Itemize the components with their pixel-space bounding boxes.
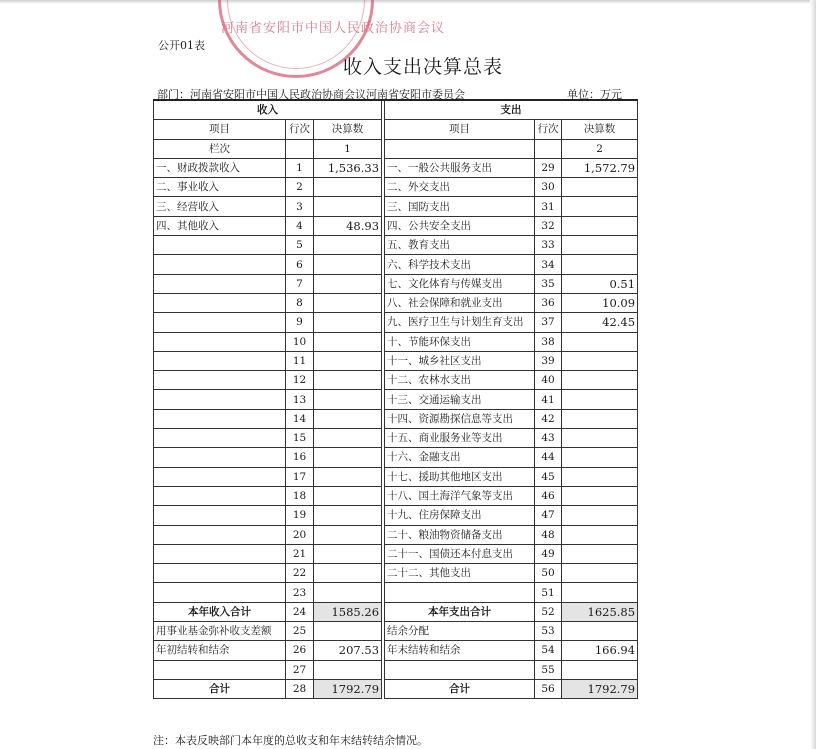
expense-item: 八、社会保障和就业支出 bbox=[385, 293, 535, 312]
table-row bbox=[154, 390, 638, 409]
expense-amount bbox=[562, 622, 638, 641]
expense-amount: 1792.79 bbox=[562, 679, 638, 698]
expense-item: 三、国防支出 bbox=[385, 197, 535, 216]
form-code: 公开01表 bbox=[158, 39, 205, 52]
income-item: 一、财政拨款收入 bbox=[154, 158, 286, 177]
expense-amount bbox=[562, 351, 638, 370]
income-item bbox=[154, 332, 286, 351]
expense-item: 十二、农林水支出 bbox=[385, 371, 535, 390]
table-row bbox=[154, 178, 638, 197]
expense-amount bbox=[562, 409, 638, 428]
expense-item: 七、文化体育与传媒支出 bbox=[385, 274, 535, 293]
income-item bbox=[154, 525, 286, 544]
income-amount bbox=[314, 486, 382, 505]
expense-item: 一、一般公共服务支出 bbox=[385, 158, 535, 177]
income-item bbox=[154, 274, 286, 293]
expense-row-no: 40 bbox=[535, 371, 562, 390]
table-row bbox=[154, 564, 638, 583]
income-amount bbox=[314, 293, 382, 312]
expense-amount bbox=[562, 486, 638, 505]
page-top-edge bbox=[0, 0, 816, 4]
income-row-no: 24 bbox=[286, 602, 314, 621]
table-row bbox=[154, 622, 638, 641]
section-header-row bbox=[154, 100, 638, 120]
income-item bbox=[154, 409, 286, 428]
income-item bbox=[154, 660, 286, 679]
expense-amount bbox=[562, 429, 638, 448]
expense-row-no: 31 bbox=[535, 197, 562, 216]
expense-amount bbox=[562, 236, 638, 255]
expense-row-no: 50 bbox=[535, 564, 562, 583]
income-item bbox=[154, 255, 286, 274]
expense-row-no: 54 bbox=[535, 641, 562, 660]
expense-row-no: 37 bbox=[535, 313, 562, 332]
income-amount bbox=[314, 448, 382, 467]
expense-amount: 0.51 bbox=[562, 274, 638, 293]
expense-row-no: 48 bbox=[535, 525, 562, 544]
income-row-no: 8 bbox=[286, 293, 314, 312]
expense-amount: 166.94 bbox=[562, 641, 638, 660]
expense-item: 本年支出合计 bbox=[385, 602, 535, 621]
income-row-no: 4 bbox=[286, 216, 314, 235]
expense-amount bbox=[562, 564, 638, 583]
income-row-no: 17 bbox=[286, 467, 314, 486]
expense-amount bbox=[562, 544, 638, 563]
expense-item: 十五、商业服务业等支出 bbox=[385, 429, 535, 448]
income-row-no: 26 bbox=[286, 641, 314, 660]
income-amount: 207.53 bbox=[314, 641, 382, 660]
expense-item: 十一、城乡社区支出 bbox=[385, 351, 535, 370]
document-title: 收入支出决算总表 bbox=[342, 56, 503, 78]
expense-item: 十三、交通运输支出 bbox=[385, 390, 535, 409]
table-row bbox=[154, 371, 638, 390]
expense-item: 十四、资源勘探信息等支出 bbox=[385, 409, 535, 428]
expense-row-no: 34 bbox=[535, 255, 562, 274]
income-row-no: 22 bbox=[286, 564, 314, 583]
expense-row-no: 55 bbox=[535, 660, 562, 679]
empty-cell bbox=[286, 139, 314, 158]
income-item bbox=[154, 293, 286, 312]
table-row bbox=[154, 293, 638, 312]
income-row-no: 27 bbox=[286, 660, 314, 679]
expense-row-no: 45 bbox=[535, 467, 562, 486]
income-item: 年初结转和结余 bbox=[154, 641, 286, 660]
income-amount bbox=[314, 274, 382, 293]
income-amount bbox=[314, 506, 382, 525]
income-row-no: 10 bbox=[286, 332, 314, 351]
income-item: 本年收入合计 bbox=[154, 602, 286, 621]
table-row bbox=[154, 506, 638, 525]
table-row bbox=[154, 544, 638, 563]
income-amount bbox=[314, 351, 382, 370]
total-row bbox=[154, 679, 638, 698]
income-amount bbox=[314, 313, 382, 332]
expense-row-no: 43 bbox=[535, 429, 562, 448]
income-expense-table bbox=[153, 99, 638, 699]
income-item bbox=[154, 467, 286, 486]
expense-item: 二、外交支出 bbox=[385, 178, 535, 197]
income-item: 四、其他收入 bbox=[154, 216, 286, 235]
income-amount: 1585.26 bbox=[314, 602, 382, 621]
expense-row-no: 33 bbox=[535, 236, 562, 255]
expense-item: 二十、粮油物资储备支出 bbox=[385, 525, 535, 544]
income-item: 二、事业收入 bbox=[154, 178, 286, 197]
expense-item: 四、公共安全支出 bbox=[385, 216, 535, 235]
expense-row-no: 38 bbox=[535, 332, 562, 351]
income-item: 三、经营收入 bbox=[154, 197, 286, 216]
income-amount bbox=[314, 429, 382, 448]
income-item bbox=[154, 583, 286, 602]
income-amount bbox=[314, 178, 382, 197]
table-row bbox=[154, 641, 638, 660]
income-amount-header: 决算数 bbox=[314, 120, 382, 139]
expense-amount bbox=[562, 583, 638, 602]
income-item bbox=[154, 564, 286, 583]
income-row-no: 16 bbox=[286, 448, 314, 467]
expense-amount: 1625.85 bbox=[562, 602, 638, 621]
expense-amount bbox=[562, 178, 638, 197]
income-amount bbox=[314, 371, 382, 390]
income-item bbox=[154, 506, 286, 525]
income-amount bbox=[314, 622, 382, 641]
income-amount bbox=[314, 660, 382, 679]
income-row-no: 15 bbox=[286, 429, 314, 448]
income-row-no: 5 bbox=[286, 236, 314, 255]
table-row bbox=[154, 467, 638, 486]
page-right-edge bbox=[810, 0, 816, 749]
income-item-header: 项目 bbox=[154, 120, 286, 139]
expense-amount bbox=[562, 448, 638, 467]
table-row bbox=[154, 255, 638, 274]
footnote: 注：本表反映部门本年度的总收支和年末结转结余情况。 bbox=[153, 734, 428, 747]
expense-item bbox=[385, 660, 535, 679]
expense-amount: 1,572.79 bbox=[562, 158, 638, 177]
table-row bbox=[154, 197, 638, 216]
expense-item: 合计 bbox=[385, 679, 535, 698]
income-item bbox=[154, 429, 286, 448]
expense-row-no: 29 bbox=[535, 158, 562, 177]
expense-item: 十六、金融支出 bbox=[385, 448, 535, 467]
income-row-no: 14 bbox=[286, 409, 314, 428]
expense-item: 九、医疗卫生与计划生育支出 bbox=[385, 313, 535, 332]
table-row bbox=[154, 236, 638, 255]
expense-amount bbox=[562, 332, 638, 351]
expense-amount: 42.45 bbox=[562, 313, 638, 332]
income-amount bbox=[314, 409, 382, 428]
income-row-no: 19 bbox=[286, 506, 314, 525]
empty-cell bbox=[535, 139, 562, 158]
unit-label: 单位：万元 bbox=[567, 88, 622, 101]
seal-text: 河南省安阳市中国人民政治协商会议 bbox=[221, 21, 446, 36]
expense-amount bbox=[562, 255, 638, 274]
income-row-no: 13 bbox=[286, 390, 314, 409]
table-row bbox=[154, 429, 638, 448]
table-row bbox=[154, 216, 638, 235]
income-amount bbox=[314, 467, 382, 486]
income-item bbox=[154, 390, 286, 409]
income-item bbox=[154, 371, 286, 390]
expense-amount bbox=[562, 216, 638, 235]
income-row-no: 12 bbox=[286, 371, 314, 390]
expense-amount bbox=[562, 506, 638, 525]
empty-cell bbox=[385, 139, 535, 158]
expense-section-header: 支出 bbox=[385, 100, 638, 120]
expense-amount bbox=[562, 525, 638, 544]
income-row-no: 9 bbox=[286, 313, 314, 332]
income-item: 用事业基金弥补收支差额 bbox=[154, 622, 286, 641]
expense-row-no: 42 bbox=[535, 409, 562, 428]
expense-item: 十八、国土海洋气象等支出 bbox=[385, 486, 535, 505]
income-column-index: 1 bbox=[314, 139, 382, 158]
income-amount bbox=[314, 390, 382, 409]
expense-item: 五、教育支出 bbox=[385, 236, 535, 255]
expense-item: 十九、住房保障支出 bbox=[385, 506, 535, 525]
expense-row-no: 41 bbox=[535, 390, 562, 409]
expense-amount bbox=[562, 467, 638, 486]
income-item bbox=[154, 544, 286, 563]
expense-row-no: 39 bbox=[535, 351, 562, 370]
table-row bbox=[154, 332, 638, 351]
expense-amount bbox=[562, 371, 638, 390]
income-row-no: 23 bbox=[286, 583, 314, 602]
expense-row-no: 44 bbox=[535, 448, 562, 467]
income-row-no: 18 bbox=[286, 486, 314, 505]
expense-row-no: 32 bbox=[535, 216, 562, 235]
expense-row-no: 51 bbox=[535, 583, 562, 602]
table-row bbox=[154, 158, 638, 177]
income-amount bbox=[314, 332, 382, 351]
column-index-row bbox=[154, 139, 638, 158]
department-label: 部门：河南省安阳市中国人民政治协商会议河南省安阳市委员会 bbox=[157, 88, 465, 101]
expense-item: 年末结转和结余 bbox=[385, 641, 535, 660]
table-row bbox=[154, 525, 638, 544]
income-row-no: 21 bbox=[286, 544, 314, 563]
subtotal-row bbox=[154, 602, 638, 621]
income-row-no: 2 bbox=[286, 178, 314, 197]
expense-row-no: 47 bbox=[535, 506, 562, 525]
expense-item bbox=[385, 583, 535, 602]
expense-item: 十、节能环保支出 bbox=[385, 332, 535, 351]
income-row-no: 25 bbox=[286, 622, 314, 641]
expense-item-header: 项目 bbox=[385, 120, 535, 139]
income-amount bbox=[314, 583, 382, 602]
income-item bbox=[154, 236, 286, 255]
column-header-row bbox=[154, 120, 638, 139]
income-row-no: 3 bbox=[286, 197, 314, 216]
table-row bbox=[154, 486, 638, 505]
expense-row-no: 52 bbox=[535, 602, 562, 621]
income-amount bbox=[314, 197, 382, 216]
expense-row-no: 46 bbox=[535, 486, 562, 505]
expense-row-no: 49 bbox=[535, 544, 562, 563]
column-label: 栏次 bbox=[154, 139, 286, 158]
income-item bbox=[154, 486, 286, 505]
income-amount bbox=[314, 525, 382, 544]
expense-amount bbox=[562, 660, 638, 679]
income-item bbox=[154, 448, 286, 467]
income-amount bbox=[314, 255, 382, 274]
income-row-no-header: 行次 bbox=[286, 120, 314, 139]
table-row bbox=[154, 409, 638, 428]
table-row bbox=[154, 448, 638, 467]
income-row-no: 20 bbox=[286, 525, 314, 544]
income-amount bbox=[314, 564, 382, 583]
income-item bbox=[154, 351, 286, 370]
expense-item: 六、科学技术支出 bbox=[385, 255, 535, 274]
income-row-no: 28 bbox=[286, 679, 314, 698]
income-item bbox=[154, 313, 286, 332]
expense-column-index: 2 bbox=[562, 139, 638, 158]
income-amount: 48.93 bbox=[314, 216, 382, 235]
table-row bbox=[154, 351, 638, 370]
expense-item: 结余分配 bbox=[385, 622, 535, 641]
income-row-no: 6 bbox=[286, 255, 314, 274]
income-section-header: 收入 bbox=[154, 100, 382, 120]
expense-amount bbox=[562, 390, 638, 409]
table-row bbox=[154, 660, 638, 679]
expense-row-no: 35 bbox=[535, 274, 562, 293]
expense-item: 二十一、国债还本付息支出 bbox=[385, 544, 535, 563]
expense-row-no-header: 行次 bbox=[535, 120, 562, 139]
income-row-no: 11 bbox=[286, 351, 314, 370]
income-item: 合计 bbox=[154, 679, 286, 698]
income-row-no: 7 bbox=[286, 274, 314, 293]
expense-amount-header: 决算数 bbox=[562, 120, 638, 139]
income-amount: 1,536.33 bbox=[314, 158, 382, 177]
income-amount bbox=[314, 544, 382, 563]
expense-amount: 10.09 bbox=[562, 293, 638, 312]
expense-item: 二十二、其他支出 bbox=[385, 564, 535, 583]
table-row bbox=[154, 313, 638, 332]
table-row bbox=[154, 274, 638, 293]
income-amount bbox=[314, 236, 382, 255]
expense-row-no: 53 bbox=[535, 622, 562, 641]
expense-row-no: 56 bbox=[535, 679, 562, 698]
expense-amount bbox=[562, 197, 638, 216]
expense-row-no: 36 bbox=[535, 293, 562, 312]
table-row bbox=[154, 583, 638, 602]
income-amount: 1792.79 bbox=[314, 679, 382, 698]
income-row-no: 1 bbox=[286, 158, 314, 177]
expense-row-no: 30 bbox=[535, 178, 562, 197]
expense-item: 十七、援助其他地区支出 bbox=[385, 467, 535, 486]
